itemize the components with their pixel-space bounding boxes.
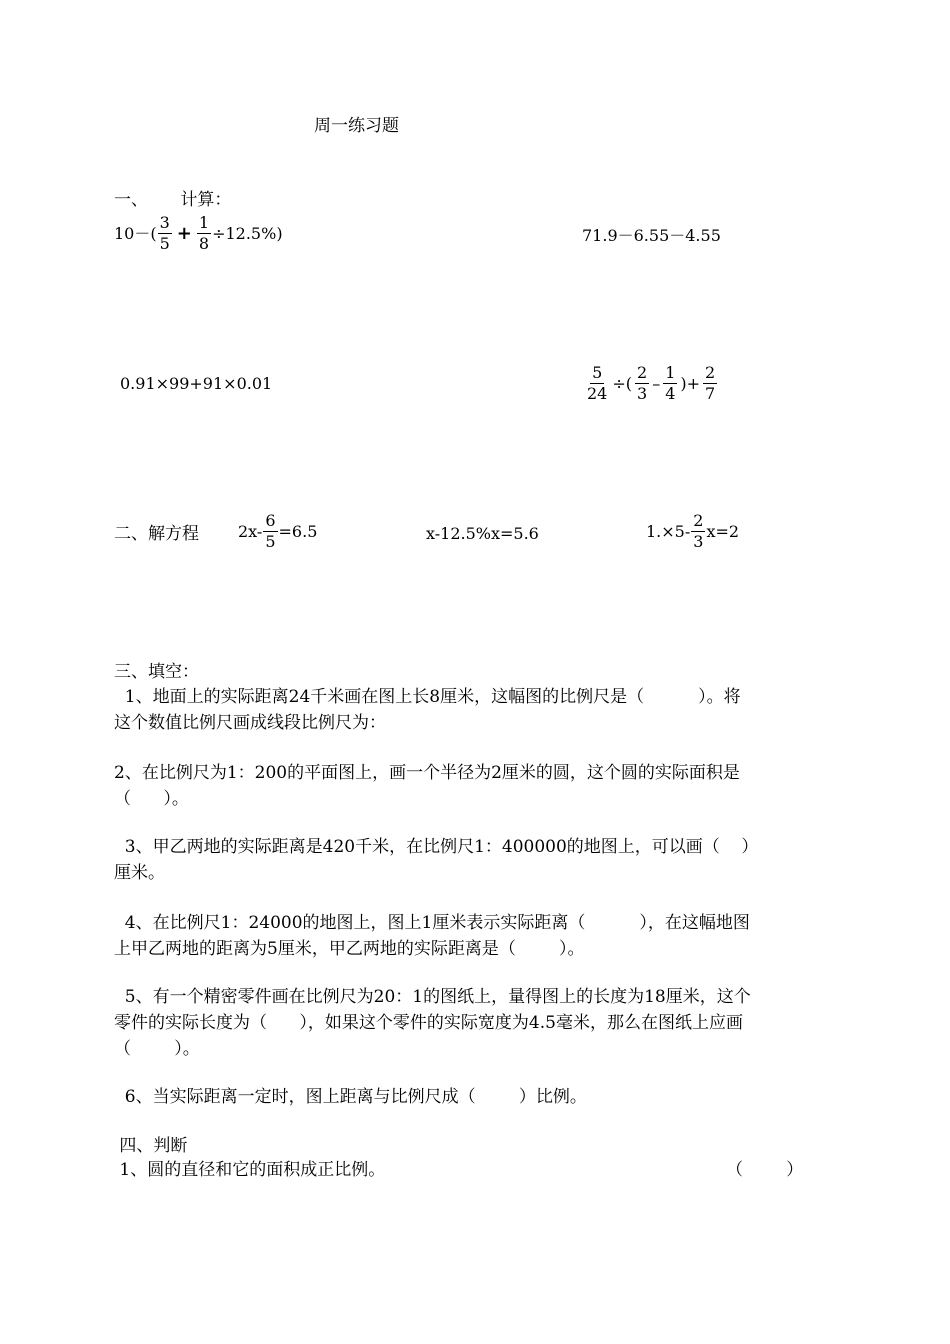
fraction-5-24	[585, 364, 609, 403]
fraction-numerator: 3	[159, 213, 170, 232]
section-1-heading: 一、 计算：	[114, 190, 232, 210]
fraction-denominator: 4	[665, 384, 676, 403]
fill-question-3	[114, 834, 836, 886]
fill-question-4	[114, 910, 836, 962]
question-line: 上甲乙两地的距离为5厘米，甲乙两地的实际距离是（ ）。	[114, 939, 585, 959]
eq3-prefix: 1.×5-	[646, 521, 691, 541]
question-line: 3、甲乙两地的实际距离是420千米，在比例尺1：400000的地图上，可以画（ ）	[114, 837, 759, 857]
fraction-denominator: 3	[637, 384, 648, 403]
page-title: 周一练习题	[314, 116, 399, 136]
fill-question-5	[114, 984, 836, 1062]
fraction-2-3	[635, 364, 649, 403]
fill-question-1	[114, 684, 836, 736]
fraction-numerator: 2	[705, 363, 716, 382]
question-line: 厘米。	[114, 863, 165, 883]
calc-expression-4	[584, 364, 718, 403]
question-line: （ ）。	[114, 789, 189, 809]
eq1-prefix: 2x-	[238, 521, 263, 541]
fraction-6-5	[263, 512, 277, 551]
judge-question-1: 1、圆的直径和它的面积成正比例。	[114, 1160, 386, 1180]
expr1-prefix: 10－(	[114, 223, 157, 243]
fraction-1-8	[197, 214, 211, 253]
fraction-numerator: 1	[665, 363, 676, 382]
equation-2: x-12.5%x=5.6	[426, 524, 539, 543]
section-4-heading: 四、判断	[114, 1136, 188, 1156]
question-line: 5、有一个精密零件画在比例尺为20：1的图纸上，量得图上的长度为18厘米，这个	[114, 987, 751, 1007]
plus-sign: +	[176, 222, 192, 244]
section-3-heading: 三、填空：	[114, 662, 199, 682]
fraction-denominator: 3	[693, 532, 704, 551]
minus-sign: –	[652, 373, 661, 393]
fraction-numerator: 2	[693, 511, 704, 530]
calc-expression-2: 71.9－6.55－4.55	[582, 226, 721, 245]
fraction-numerator: 5	[592, 363, 603, 382]
question-line: 2、在比例尺为1：200的平面图上，画一个半径为2厘米的圆，这个圆的实际面积是	[114, 763, 740, 783]
judge-answer-blank: （ ）	[726, 1160, 804, 1180]
fraction-numerator: 2	[637, 363, 648, 382]
question-line: 4、在比例尺1：24000的地图上，图上1厘米表示实际距离（ ），在这幅地图	[114, 913, 750, 933]
fraction-numerator: 1	[198, 213, 210, 232]
fraction-denominator: 5	[265, 532, 276, 551]
divide-open-paren: ÷(	[612, 373, 633, 393]
equation-1	[238, 512, 317, 551]
question-line: （ ）。	[114, 1039, 200, 1059]
fraction-numerator: 6	[265, 511, 276, 530]
question-line: 1、地面上的实际距离24千米画在图上长8厘米，这幅图的比例尺是（ ）。将	[114, 687, 741, 707]
section-2-heading: 二、解方程	[114, 524, 199, 544]
fraction-denominator: 24	[587, 384, 608, 403]
question-line: 6、当实际距离一定时，图上距离与比例尺成（ ）比例。	[114, 1087, 587, 1107]
eq3-suffix: x=2	[706, 521, 740, 541]
fraction-2-3	[691, 512, 705, 551]
fill-question-6	[114, 1084, 836, 1110]
equation-3	[646, 512, 739, 551]
calc-expression-3: 0.91×99+91×0.01	[120, 374, 273, 393]
question-line: 零件的实际长度为（ ），如果这个零件的实际宽度为4.5毫米，那么在图纸上应画	[114, 1013, 743, 1033]
fraction-denominator: 8	[198, 234, 210, 253]
expr1-suffix: ÷12.5%)	[212, 223, 283, 243]
fraction-2-7	[703, 364, 717, 403]
eq1-suffix: =6.5	[278, 521, 318, 541]
fraction-denominator: 5	[159, 234, 170, 253]
fraction-1-4	[663, 364, 677, 403]
calc-expression-1	[114, 214, 283, 253]
fill-question-2	[114, 760, 836, 812]
fraction-denominator: 7	[705, 384, 716, 403]
fraction-3-5	[158, 214, 172, 253]
question-line: 这个数值比例尺画成线段比例尺为：	[114, 713, 386, 733]
close-paren-plus: )+	[680, 373, 701, 393]
